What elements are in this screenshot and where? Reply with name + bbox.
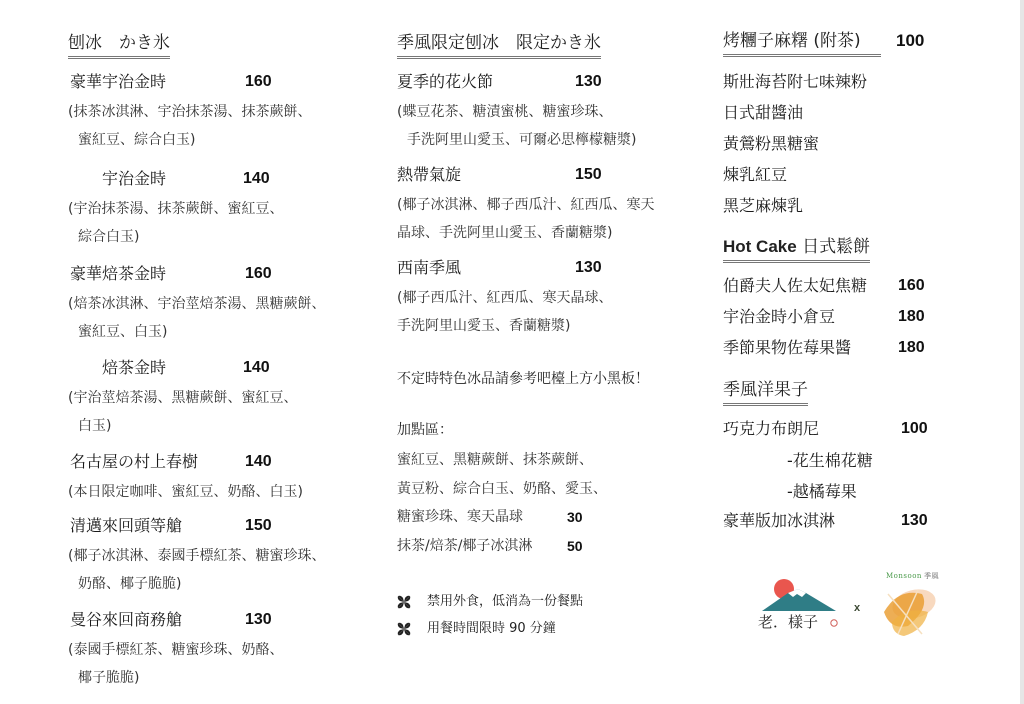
- menu-item-desc: 蜜紅豆、綜合白玉): [78, 132, 196, 148]
- mochi-flavor: 日式甜醬油: [723, 103, 804, 122]
- menu-item-name: 豪華宇治金時: [70, 72, 167, 91]
- menu-item-desc: 手洗阿里山愛玉、香蘭糖漿): [397, 318, 571, 334]
- add-ons-line: 蜜紅豆、黑糖蕨餅、抹茶蕨餅、: [397, 452, 593, 468]
- menu-item-name: 西南季風: [397, 258, 462, 277]
- mount-fuji-sun-icon: [760, 575, 840, 615]
- menu-item-name: 熱帶氣旋: [397, 165, 462, 184]
- menu-item-name: 宇治金時: [102, 169, 167, 188]
- collab-separator: x: [854, 602, 861, 614]
- menu-item-desc: (抹茶冰淇淋、宇治抹茶湯、抹茶蕨餅、: [68, 104, 312, 120]
- page-edge: [1020, 0, 1024, 704]
- menu-item-name: 焙茶金時: [102, 358, 167, 377]
- menu-item-desc: (泰國手標紅茶、糖蜜珍珠、奶酪、: [68, 642, 284, 658]
- add-ons-line: 黃豆粉、綜合白玉、奶酪、愛玉、: [397, 481, 607, 497]
- menu-item-price: 150: [575, 166, 602, 183]
- menu-item-price: 140: [245, 453, 272, 470]
- menu-item-desc: (宇治莖焙茶湯、黑糖蕨餅、蜜紅豆、: [68, 390, 298, 406]
- dessert-option: -越橘莓果: [787, 482, 857, 501]
- monsoon-leaf-icon: [878, 582, 943, 640]
- seasonal-ice-heading: 季風限定刨冰 限定かき氷: [397, 32, 601, 59]
- menu-item-desc: 蜜紅豆、白玉): [78, 324, 168, 340]
- desserts-heading: 季風洋果子: [723, 379, 808, 406]
- rule-text: 用餐時間限時 90 分鐘: [427, 621, 556, 636]
- menu-item-desc: (椰子冰淇淋、泰國手標紅茶、糖蜜珍珠、: [68, 548, 326, 564]
- add-ons-heading: 加點區：: [397, 422, 453, 438]
- mochi-heading: 烤糰子麻糬 (附茶): [723, 30, 881, 57]
- lao-yangzi-logo: [760, 575, 840, 635]
- mochi-flavor: 黃鶯粉黑糖蜜: [723, 134, 820, 153]
- hotcake-item-name: 伯爵夫人佐太妃焦糖: [723, 276, 868, 295]
- hotcake-heading-cjk: 日式鬆餅: [796, 237, 871, 257]
- dessert-item-name: 豪華版加冰淇淋: [723, 511, 836, 530]
- monsoon-logo: [878, 570, 943, 640]
- dessert-item-price: 100: [901, 420, 928, 437]
- dessert-option: -花生棉花糖: [787, 451, 873, 470]
- menu-item-desc: 手洗阿里山愛玉、可爾必思檸檬糖漿): [407, 132, 637, 148]
- monsoon-brand-cjk: 季風: [924, 572, 939, 580]
- add-ons-line: 抹茶/焙茶/椰子冰淇淋: [397, 538, 533, 554]
- menu-item-desc: 椰子脆脆): [78, 670, 140, 686]
- menu-item-desc: (蝶豆花茶、糖漬蜜桃、糖蜜珍珠、: [397, 104, 613, 120]
- menu-item-name: 清邁來回頭等艙: [70, 516, 183, 535]
- menu-item-desc: (宇治抹茶湯、抹茶蕨餅、蜜紅豆、: [68, 201, 284, 217]
- hotcake-heading-latin: Hot Cake: [723, 237, 797, 256]
- hotcake-item-price: 180: [898, 339, 925, 356]
- menu-item-price: 130: [575, 73, 602, 90]
- rule-text: 禁用外食，低消為一份餐點: [427, 594, 584, 609]
- menu-item-price: 140: [243, 170, 270, 187]
- menu-item-desc: (椰子冰淇淋、椰子西瓜汁、紅西瓜、寒天: [397, 197, 655, 213]
- menu-item-price: 140: [243, 359, 270, 376]
- shaved-ice-heading: 刨冰 かき氷: [68, 32, 170, 59]
- mochi-flavor: 斯壯海苔附七味辣粉: [723, 72, 868, 91]
- menu-item-name: 名古屋の村上春樹: [70, 452, 199, 471]
- menu-item-price: 150: [245, 517, 272, 534]
- menu-item-desc: 綜合白玉): [78, 229, 140, 245]
- hotcake-heading: [723, 236, 870, 263]
- flower-bullet-icon: [397, 622, 411, 636]
- menu-item-price: 130: [575, 259, 602, 276]
- hotcake-item-name: 宇治金時小倉豆: [723, 307, 836, 326]
- menu-item-desc: 晶球、手洗阿里山愛玉、香蘭糖漿): [397, 225, 613, 241]
- menu-item-name: 曼谷來回商務艙: [70, 610, 183, 629]
- hotcake-item-price: 160: [898, 277, 925, 294]
- menu-item-desc: (焙茶冰淇淋、宇治莖焙茶湯、黑糖蕨餅、: [68, 296, 326, 312]
- menu-item-desc: 白玉): [78, 418, 112, 434]
- menu-item-price: 160: [245, 73, 272, 90]
- menu-item-price: 130: [245, 611, 272, 628]
- menu-item-price: 160: [245, 265, 272, 282]
- menu-item-desc: (椰子西瓜汁、紅西瓜、寒天晶球、: [397, 290, 613, 306]
- hotcake-item-price: 180: [898, 308, 925, 325]
- dessert-item-price: 130: [901, 512, 928, 529]
- dessert-item-name: 巧克力布朗尼: [723, 419, 820, 438]
- add-ons-price: 30: [567, 509, 583, 525]
- flower-bullet-icon: [397, 595, 411, 609]
- menu-item-name: 夏季的花火節: [397, 72, 494, 91]
- menu-item-desc: 奶酪、椰子脆脆): [78, 576, 182, 592]
- monsoon-brand-text: Monsoon: [886, 572, 922, 580]
- menu-item-desc: (本日限定咖啡、蜜紅豆、奶酪、白玉): [68, 484, 303, 500]
- seal-stamp-icon: [830, 619, 838, 627]
- add-ons-icecream-price: 50: [567, 538, 583, 554]
- add-ons-line: 糖蜜珍珠、寒天晶球: [397, 509, 523, 525]
- mochi-price: 100: [896, 31, 925, 50]
- mochi-flavor: 煉乳紅豆: [723, 165, 788, 184]
- menu-item-name: 豪華焙茶金時: [70, 264, 167, 283]
- mochi-flavor: 黑芝麻煉乳: [723, 196, 804, 215]
- hotcake-item-name: 季節果物佐莓果醬: [723, 338, 852, 357]
- blackboard-notice: 不定時特色冰品請參考吧檯上方小黑板！: [397, 371, 649, 387]
- lao-yangzi-caption: 老．樣子: [758, 613, 819, 631]
